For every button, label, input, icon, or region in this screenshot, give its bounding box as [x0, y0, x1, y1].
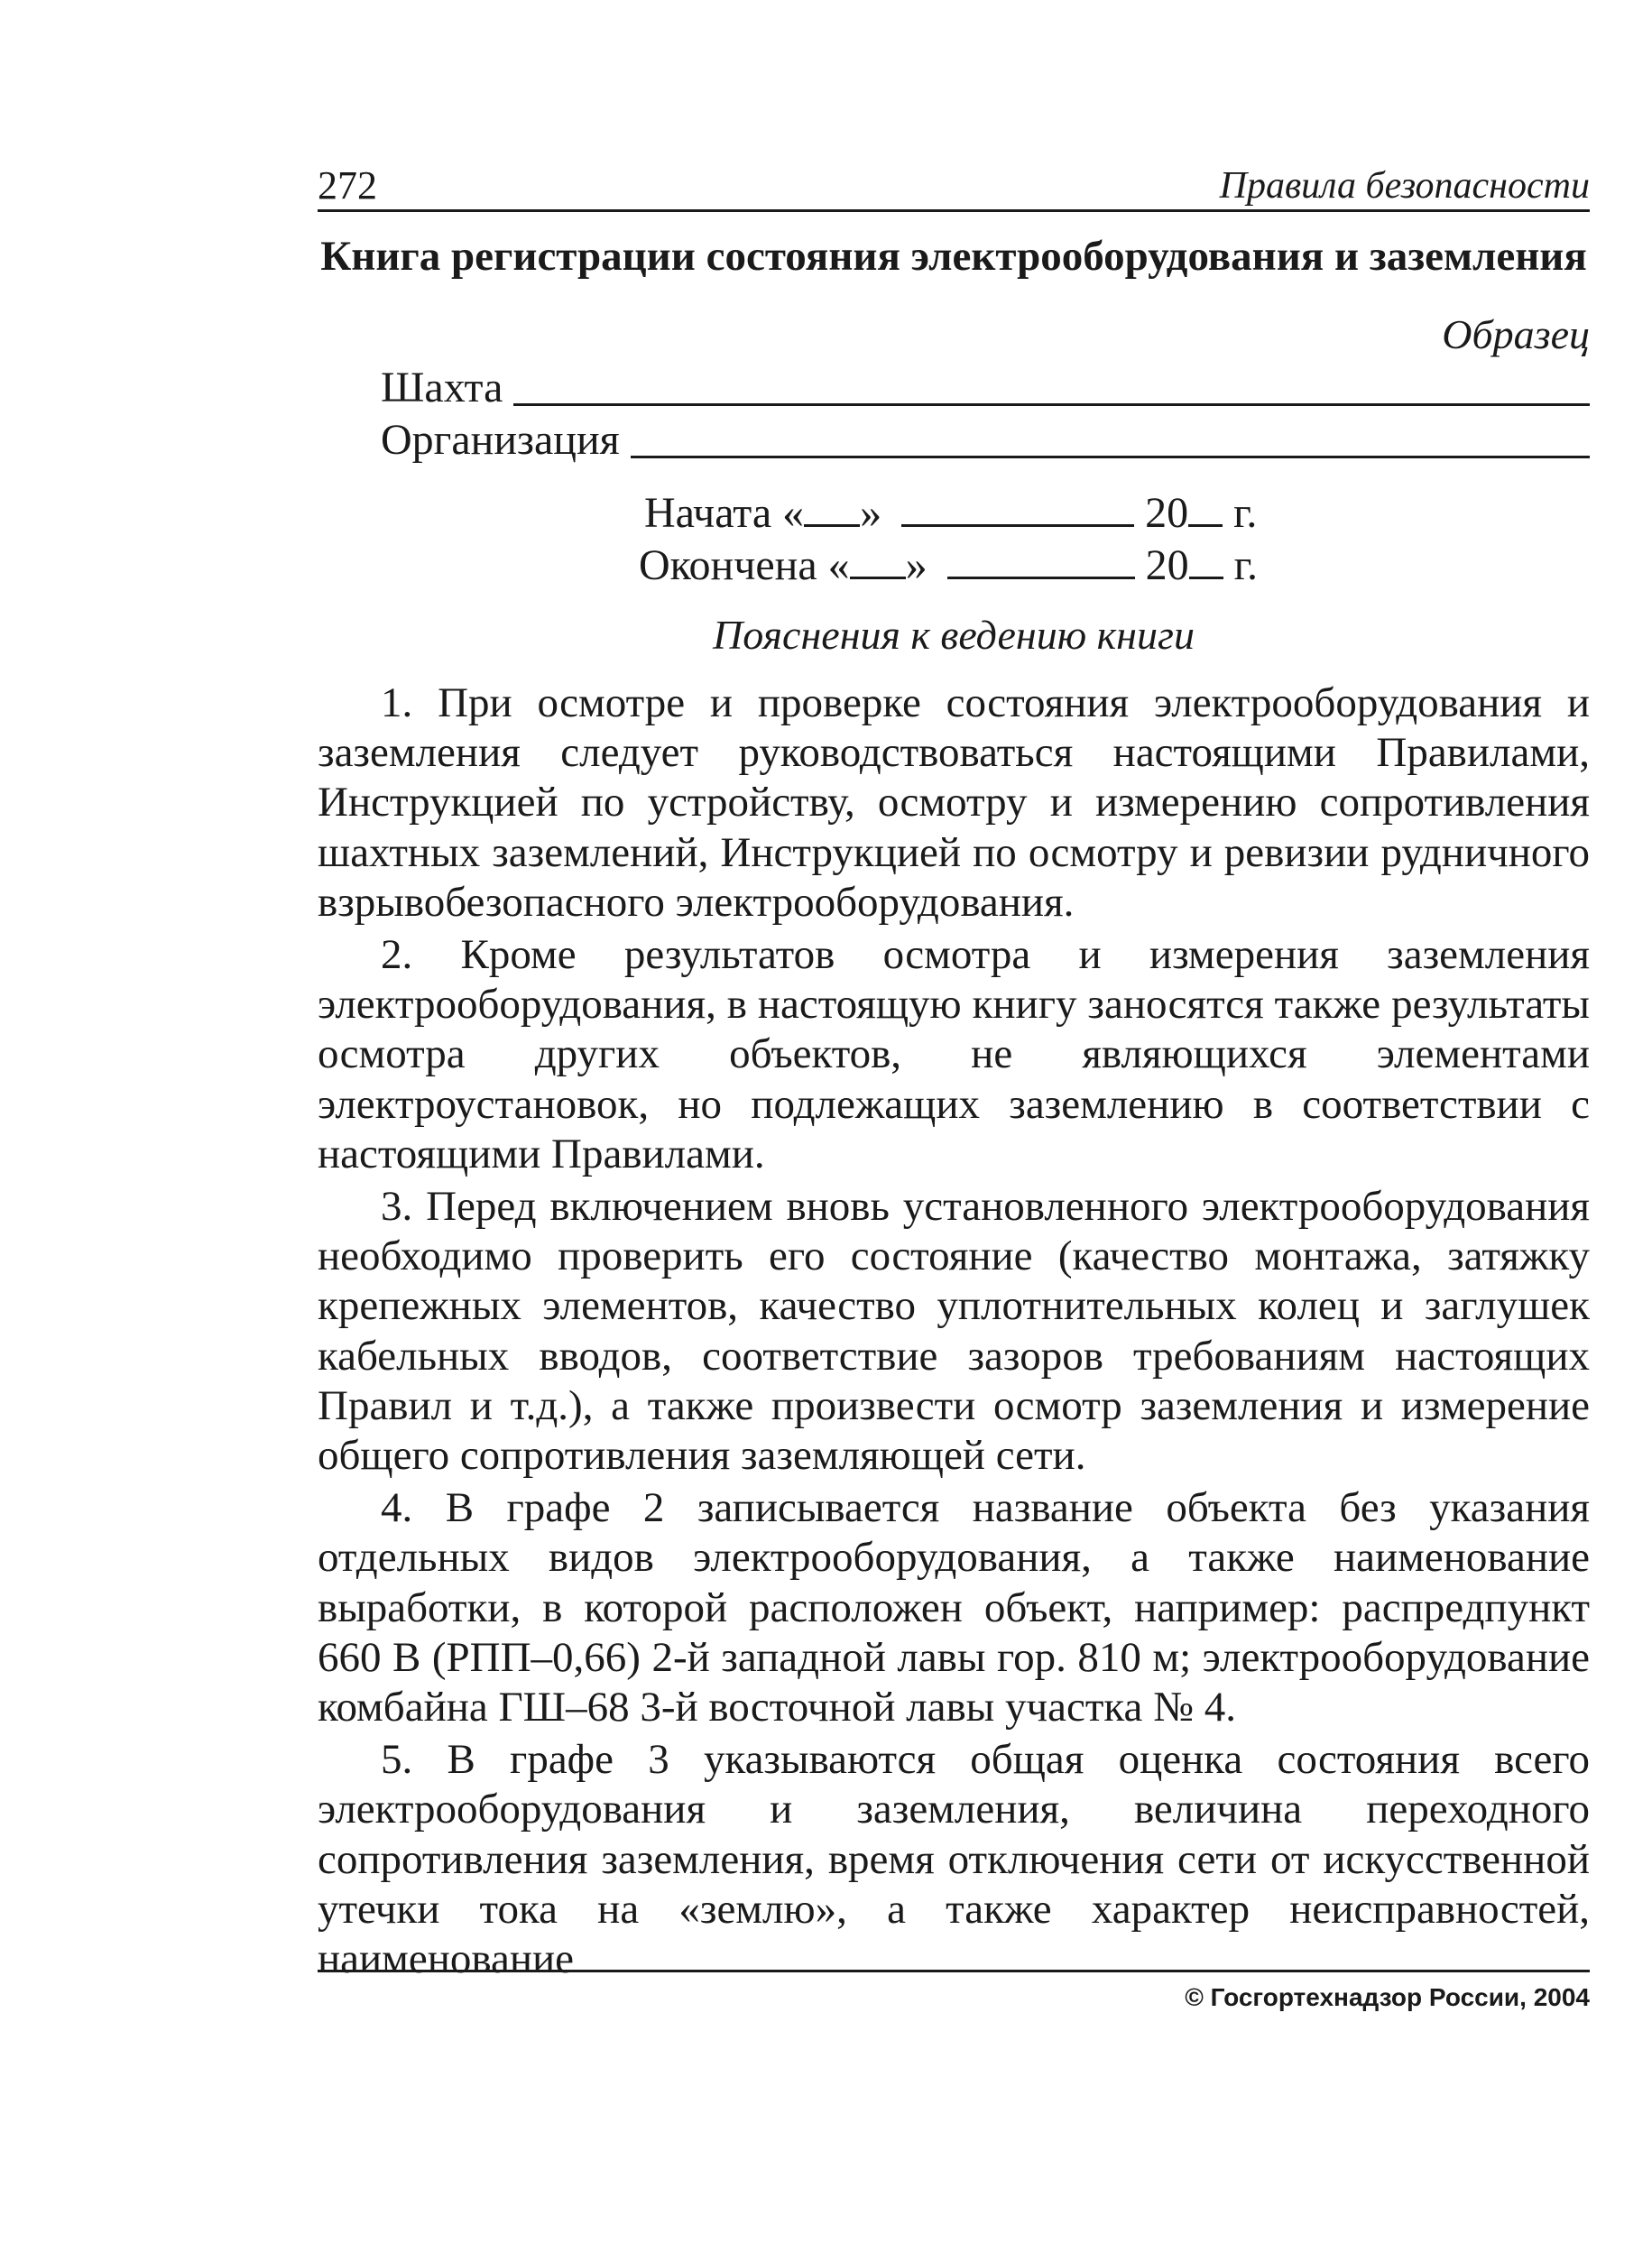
shaft-blank-line — [513, 394, 1590, 406]
paragraph-3: 3. Перед включением вновь установленного электрооборудования необходимо проверить его состояние (качество монтажа, затяжку крепежных элементов, качество уплотнительных колец и заглушек кабельных вводов, соответствие зазоров требованиям настоящих Правил и т.д.), а также произвести осмотр заземления и измерение общего сопротивления заземляющей сети. — [318, 1183, 1590, 1480]
end-close-quote: » — [905, 541, 928, 589]
paragraph-2: 2. Кроме результатов осмотра и измерения заземления электрооборудования, в настоящую книгу заносятся также результаты осмотра других объектов, не являющихся элементами электроустановок, но подлежащих заземлению в соответствии с настоящими Правилами. — [318, 931, 1590, 1177]
paragraph-5: 5. В графе 3 указываются общая оценка состояния всего электрооборудования и заземления, величина переходного сопротивления заземления, время отключения сети от искусственной утечки тока на «землю», а также характер неисправностей, наименование — [318, 1736, 1590, 1983]
start-year-blank — [1188, 488, 1223, 527]
copyright-notice: © Госгортехнадзор России, 2004 — [1185, 1983, 1590, 2011]
end-date-label: Окончена « — [639, 541, 850, 589]
organization-field — [381, 411, 1590, 466]
explanations-heading: Пояснения к ведению книги — [713, 612, 1195, 658]
start-date-line — [644, 487, 1257, 540]
organization-blank-line — [631, 447, 1590, 458]
start-year-prefix: 20 — [1145, 489, 1189, 537]
running-header — [318, 161, 1590, 212]
explanations-body — [318, 679, 1590, 1987]
shaft-field — [381, 359, 1590, 413]
shaft-label: Шахта — [381, 364, 503, 411]
start-close-quote: » — [860, 489, 882, 537]
start-month-blank — [901, 488, 1134, 527]
end-day-blank — [850, 540, 906, 579]
section-title: Правила безопасности — [1219, 165, 1590, 207]
paragraph-1: 1. При осмотре и проверке состояния электрооборудования и заземления следует руководствоваться настоящими Правилами, Инструкцией по устройству, осмотру и измерению сопротивления шахтных заземлений, Инструкцией по осмотру и ревизии рудничного взрывобезопасного электрооборудования. — [318, 679, 1590, 926]
start-day-blank — [804, 488, 860, 527]
organization-label: Организация — [381, 416, 620, 464]
end-year-prefix: 20 — [1145, 541, 1189, 589]
end-month-blank — [947, 540, 1135, 579]
footer-divider — [318, 1970, 1590, 1972]
document-title: Книга регистрации состояния электрооборудования и заземления — [320, 233, 1587, 280]
start-date-label: Начата « — [644, 489, 805, 537]
start-year-suffix: г. — [1233, 489, 1258, 537]
end-year-suffix: г. — [1233, 541, 1258, 589]
page-number: 272 — [318, 163, 377, 208]
end-year-blank — [1189, 540, 1223, 579]
sample-label: Образец — [1442, 311, 1590, 357]
end-date-line — [639, 540, 1258, 592]
paragraph-4: 4. В графе 2 записывается название объекта без указания отдельных видов электрооборудования, а также наименование выработки, в которой расположен объект, например: распредпункт 660 В (РПП–0,66) 2-й западной лавы гор. 810 м; электрооборудование комбайна ГШ–68 3-й восточной лавы участка № 4. — [318, 1484, 1590, 1731]
